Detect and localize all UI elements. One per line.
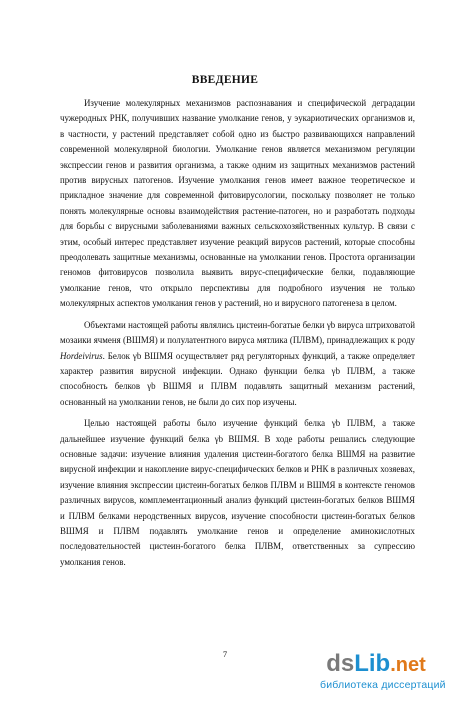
logo-net-text: .net [390,654,426,676]
logo-ds-text: ds [326,650,355,677]
genus-name: Hordeivirus [60,350,103,361]
logo-lib-text: Lib [354,650,391,677]
logo-subtitle: библиотека диссертаций [320,679,446,691]
dslib-watermark-logo [320,650,446,702]
logo-wordmark [320,650,432,679]
paragraph-goals: Целью настоящей работы было изучение функций белка γb ПЛВМ, а также дальнейшее изучение функций белка γb ВШМЯ. В ходе работы решались следующие основные задачи: изучение влияния удаления цистеин-богатого белка ВШМЯ на развитие вирусной инфекции и накопление вирус-специфических белков и РНК в различных хозяевах, изучение влияния экспрессии цистеин-богатых белков ПЛВМ и ВШМЯ в контексте геномов различных вирусов, комплементационный анализ функций цистеин-богатых белков ВШМЯ и ПЛВМ белками неродственных вирусов, изучение способности цистеин-богатых белков ВШМЯ и ПЛВМ подавлять умолкание генов и определение аминокислотных последовательностей цистеин-богатого белка ПЛВМ, ответственных за супрессию умолкания генов. [60,418,415,567]
page-number: 7 [222,649,228,659]
document-title: ВВЕДЕНИЕ [191,74,259,86]
document-body [60,96,415,576]
paragraph-intro: Изучение молекулярных механизмов распознавания и специфической деградации чужеродных РНК, получивших название умолкание генов, у эукариотических организмов и, в частности, у растений представляет собой одно из быстро развивающихся направлений современной молекулярной биологии. Умолкание генов является механизмом регуляции экспрессии генов и развития организма, а также одним из защитных механизмов растений против вирусных патогенов. Изучение умолкания генов имеет важное теоретическое и прикладное значение для современной фитовирусологии, поскольку позволяет не только понять молекулярные основы взаимодействия растение-патоген, но и разработать подходы для борьбы с вирусными заболеваниями важных сельскохозяйственных культур. В связи с этим, особый интерес представляет изучение реакций вирусов растений, которые способны преодолевать защитные механизмы, основанные на умолкании генов. Простота организации геномов фитовирусов позволила выявить вирус-специфические белки, подавляющие умолкание генов, что открыло перспективы для подробного изучения не только молекулярных аспектов умолкания генов у растений, но и вирусного патогенеза в целом. [60,98,415,309]
paragraph-objects: Объектами настоящей работы являлись цистеин-богатые белки γb вируса штриховатой мозаики ячменя (ВШМЯ) и полулатентного вируса мятлика (ПЛВМ), принадлежащих к роду Hordeivirus. Белок γb ВШМЯ осуществляет ряд регуляторных функций, а также определяет характер развития вирусной инфекции. Однако функции белка γb ПЛВМ, а также способность белков γb ВШМЯ и ПЛВМ подавлять защитный механизм растений, основанный на умолкании генов, не были до сих пор изучены. [60,319,415,407]
